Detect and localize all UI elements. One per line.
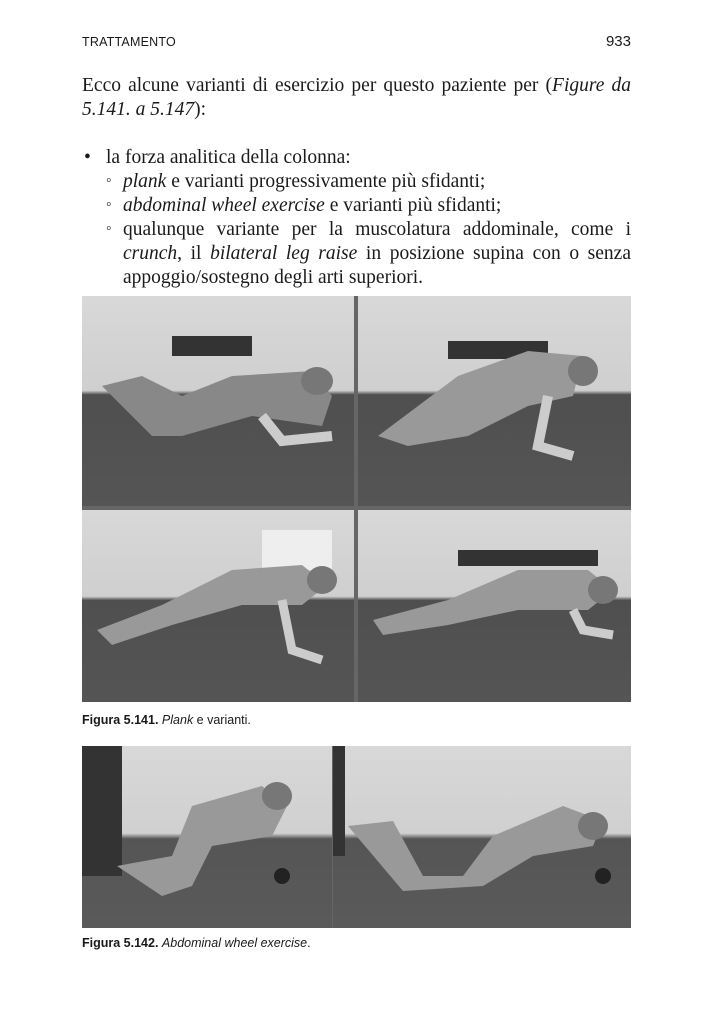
- sub-text: e varianti più sfidanti;: [324, 195, 502, 216]
- sub-list-item: [106, 194, 631, 218]
- photo-wheel-2: [333, 746, 631, 928]
- exercise-list: [82, 146, 631, 290]
- sub-list: [106, 170, 631, 290]
- intro-end: ):: [194, 99, 207, 120]
- photo-plank-1: [82, 296, 354, 506]
- sub-list-item: [106, 170, 631, 194]
- figure-plank: [82, 296, 631, 702]
- sub-text: , il: [177, 243, 211, 264]
- term: bilateral leg raise: [210, 243, 358, 264]
- caption-italic: Plank: [161, 713, 194, 727]
- page-number: 933: [605, 33, 631, 50]
- photo-plank-2: [358, 296, 631, 506]
- term: crunch: [123, 243, 178, 264]
- figure-label: Figura 5.141.: [82, 713, 159, 727]
- photo-wheel-1: [82, 746, 332, 928]
- intro-text: Ecco alcune varianti di esercizio per questo paziente per (: [82, 75, 553, 96]
- term: abdominal wheel exercise: [123, 195, 325, 216]
- list-item: [82, 146, 631, 290]
- term: plank: [123, 171, 167, 192]
- caption-text: e varianti.: [193, 713, 251, 727]
- caption-text: .: [307, 936, 311, 950]
- photo-plank-3: [82, 510, 354, 702]
- photo-plank-4: [358, 510, 631, 702]
- sub-text: qualunque variante per la muscolatura addominale, come i: [123, 219, 631, 240]
- caption-italic: Abdominal wheel exercise: [161, 936, 308, 950]
- intro-paragraph: [82, 74, 631, 122]
- figure-reference: Figure da 5.141. a 5.147: [82, 75, 631, 120]
- sub-list-item: [106, 218, 631, 290]
- figure-caption: [82, 713, 251, 727]
- list-item-text: la forza analitica della colonna:: [106, 147, 351, 168]
- sub-text: in posizione supina con o senza appoggio/sostegno degli arti superiori.: [123, 243, 631, 288]
- running-header: TRATTAMENTO: [82, 35, 176, 49]
- figure-label: Figura 5.142.: [82, 936, 159, 950]
- sub-text: e varianti progressivamente più sfidanti;: [166, 171, 486, 192]
- figure-abdominal-wheel: [82, 746, 631, 928]
- figure-caption: [82, 936, 311, 950]
